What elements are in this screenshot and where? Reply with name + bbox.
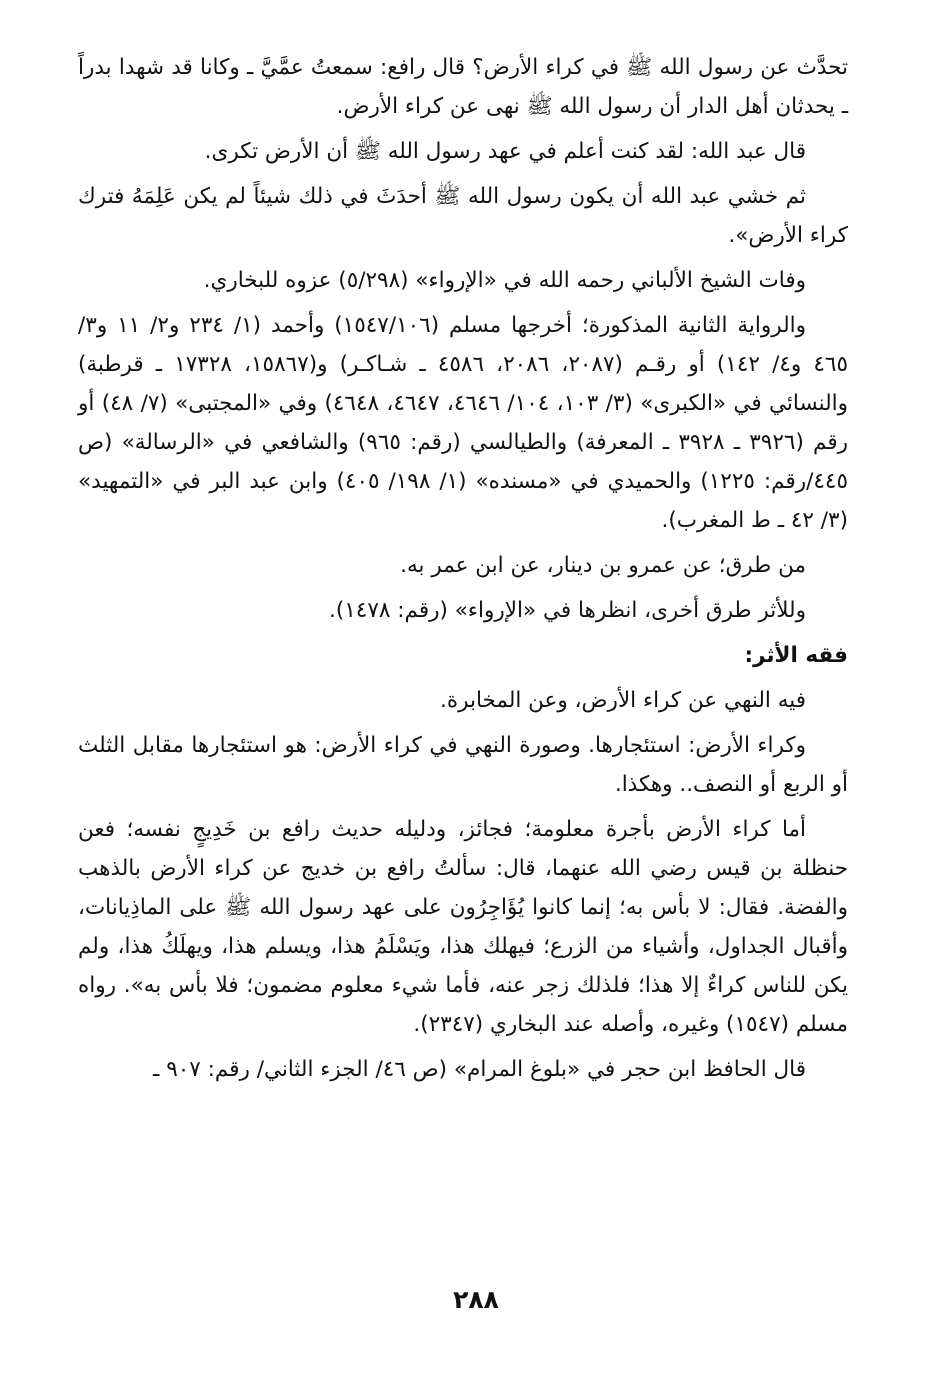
- paragraph-1: تحدَّث عن رسول الله ﷺ في كراء الأرض؟ قال رافع: سمعتُ عمَّيَّ ـ وكانا قد شهدا بدراً ـ يحدثان أهل الدار أن رسول الله ﷺ نهى عن كراء الأرض.: [78, 55, 848, 119]
- fiqh-paragraph-4: قال الحافظ ابن حجر في «بلوغ المرام» (ص ٤٦/ الجزء الثاني/ رقم: ٩٠٧ ـ: [153, 1057, 806, 1082]
- paragraph-2: قال عبد الله: لقد كنت أعلم في عهد رسول الله ﷺ أن الأرض تكرى.: [204, 139, 806, 164]
- paragraph-4: وفات الشيخ الألباني رحمه الله في «الإرواء» (٥/٢٩٨) عزوه للبخاري.: [203, 268, 806, 293]
- paragraph-7: وللأثر طرق أخرى، انظرها في «الإرواء» (رقم: ١٤٧٨).: [329, 598, 806, 623]
- page-number: ٢٨٨: [453, 1285, 499, 1314]
- paragraph-6: من طرق؛ عن عمرو بن دينار، عن ابن عمر به.: [400, 553, 806, 578]
- section-heading: فقه الأثر:: [744, 643, 848, 668]
- page-body: [78, 48, 848, 1288]
- fiqh-paragraph-2: وكراء الأرض: استئجارها. وصورة النهي في كراء الأرض: هو استئجارها مقابل الثلث أو الربع أو النصف.. وهكذا.: [78, 733, 848, 797]
- fiqh-paragraph-3: أما كراء الأرض بأجرة معلومة؛ فجائز، ودليله حديث رافع بن خَدِيجٍ نفسه؛ فعن حنظلة بن قيس رضي الله عنهما، قال: سألتُ رافع بن خديج عن كراء الأرض بالذهب والفضة. فقال: لا بأس به؛ إنما كانوا يُؤَاجِرُون على عهد رسول الله ﷺ على الماذِيانات، وأقبال الجداول، وأشياء من الزرع؛ فيهلك هذا، ويَسْلَمُ هذا، ويسلم هذا، ويهلَكُ هذا، ولم يكن للناس كراءٌ إلا هذا؛ فلذلك زجر عنه، فأما شيء معلوم مضمون؛ فلا بأس به». رواه مسلم (١٥٤٧) وغيره، وأصله عند البخاري (٢٣٤٧).: [78, 817, 848, 1037]
- paragraph-5: والرواية الثانية المذكورة؛ أخرجها مسلم (١٥٤٧/١٠٦) وأحمد (١/ ٢٣٤ و٢/ ١١ و٣/ ٤٦٥ و٤/ ١٤٢) أو رقـم (٢٠٨٧، ٢٠٨٦، ٤٥٨٦ ـ شـاكـر) و(١٥٨٦٧، ١٧٣٢٨ ـ قرطبة) والنسائي في «الكبرى» (٣/ ١٠٣، ١٠٤/ ٤٦٤٦، ٤٦٤٧، ٤٦٤٨) وفي «المجتبى» (٧/ ٤٨) أو رقم (٣٩٢٦ ـ ٣٩٢٨ ـ المعرفة) والطيالسي (رقم: ٩٦٥) والشافعي في «الرسالة» (ص ٤٤٥/رقم: ١٢٢٥) والحميدي في «مسنده» (١/ ١٩٨/ ٤٠٥) وابن عبد البر في «التمهيد» (٣/ ٤٢ ـ ط المغرب).: [78, 313, 849, 533]
- paragraph-3: ثم خشي عبد الله أن يكون رسول الله ﷺ أحدَثَ في ذلك شيئاً لم يكن عَلِمَهُ فترك كراء الأرض».: [78, 184, 848, 248]
- fiqh-paragraph-1: فيه النهي عن كراء الأرض، وعن المخابرة.: [440, 688, 806, 713]
